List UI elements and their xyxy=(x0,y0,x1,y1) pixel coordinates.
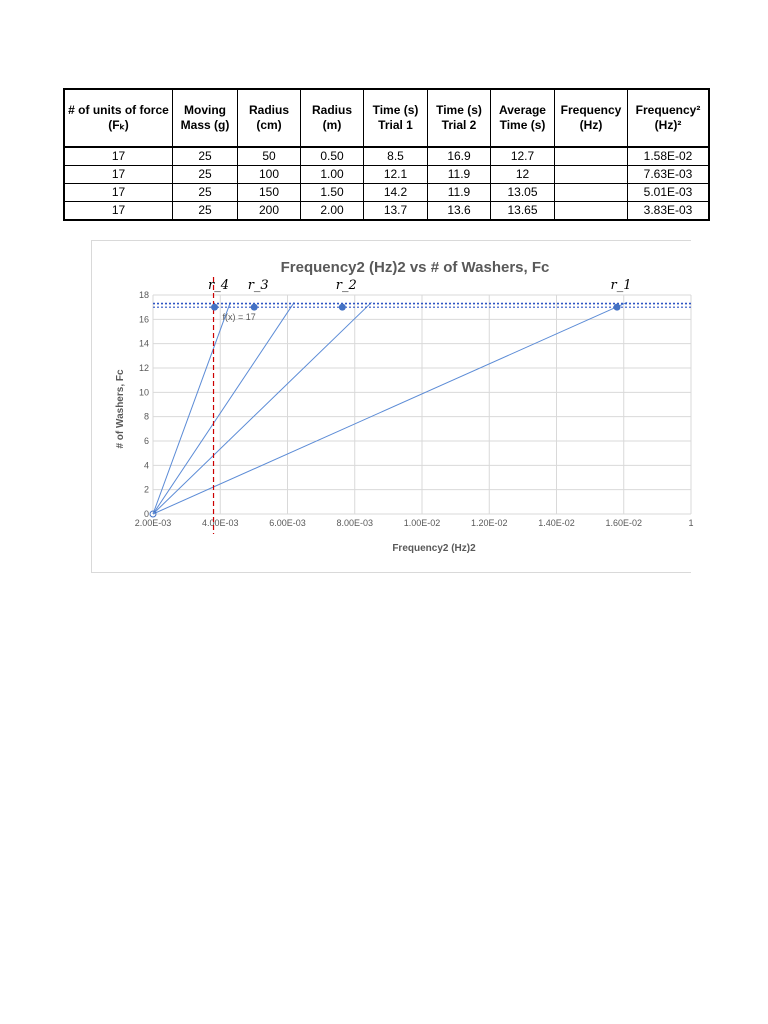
y-tick-label: 10 xyxy=(138,387,149,398)
table-header-cell: # of units of force (Fₖ) xyxy=(64,89,173,147)
table-header-cell: Frequency² (Hz)² xyxy=(628,89,710,147)
data-point xyxy=(614,304,621,311)
table-cell: 25 xyxy=(173,166,238,184)
table-cell: 25 xyxy=(173,147,238,166)
data-point xyxy=(251,304,258,311)
table-cell: 12.7 xyxy=(491,147,555,166)
table-cell: 1.50 xyxy=(301,184,364,202)
table-row xyxy=(64,166,709,184)
table-row xyxy=(64,202,709,221)
y-tick-label: 12 xyxy=(138,363,149,373)
table-header-row xyxy=(64,89,709,147)
point-label: r_2 xyxy=(335,278,357,294)
y-axis-title: # of Washers, Fc xyxy=(115,369,126,449)
table-cell: 12.1 xyxy=(364,166,428,184)
table-header-cell: Time (s) Trial 2 xyxy=(428,89,491,147)
x-tick-label: 1.40E-02 xyxy=(538,518,575,528)
table-cell: 1.00 xyxy=(301,166,364,184)
table-cell: 16.9 xyxy=(428,147,491,166)
table-cell xyxy=(555,184,628,202)
ray-line xyxy=(153,302,372,514)
table-cell: 25 xyxy=(173,184,238,202)
data-point xyxy=(339,304,346,311)
table-cell: 13.65 xyxy=(491,202,555,221)
y-tick-label: 6 xyxy=(143,436,149,446)
table-cell: 50 xyxy=(238,147,301,166)
fx-annotation: f(x) = 17 xyxy=(222,312,256,323)
table-row xyxy=(64,147,709,166)
table-header-cell: Time (s) Trial 1 xyxy=(364,89,428,147)
table-cell: 17 xyxy=(64,202,173,221)
point-label: r_4 xyxy=(208,278,230,294)
table-cell: 0.50 xyxy=(301,147,364,166)
table-cell: 200 xyxy=(238,202,301,221)
table-cell: 3.83E-03 xyxy=(628,202,710,221)
table-header-cell: Frequency (Hz) xyxy=(555,89,628,147)
table-cell: 11.9 xyxy=(428,184,491,202)
table-cell: 5.01E-03 xyxy=(628,184,710,202)
chart-area xyxy=(91,240,694,573)
x-tick-label: 2.00E-03 xyxy=(134,518,172,528)
x-tick-label: 1.60E-02 xyxy=(605,518,643,528)
table-cell: 13.05 xyxy=(491,184,555,202)
x-tick-label: 1 xyxy=(688,518,694,528)
y-tick-label: 16 xyxy=(138,314,149,325)
table-cell: 100 xyxy=(238,166,301,184)
y-tick-label: 14 xyxy=(138,338,149,349)
x-tick-label: 1.20E-02 xyxy=(470,518,508,528)
y-tick-label: 18 xyxy=(138,290,149,300)
table-cell: 13.7 xyxy=(364,202,428,221)
table-cell xyxy=(555,147,628,166)
ray-line xyxy=(153,302,230,514)
x-tick-label: 6.00E-03 xyxy=(269,518,306,528)
data-point xyxy=(211,304,218,311)
table-cell xyxy=(555,202,628,221)
table-cell: 7.63E-03 xyxy=(628,166,710,184)
y-tick-label: 4 xyxy=(143,460,149,471)
table-cell xyxy=(555,166,628,184)
x-tick-label: 1.00E-02 xyxy=(403,518,441,528)
y-tick-label: 8 xyxy=(143,411,149,422)
point-label: r_1 xyxy=(610,278,632,294)
table-header-cell: Radius (cm) xyxy=(238,89,301,147)
table-cell: 12 xyxy=(491,166,555,184)
x-axis-title: Frequency2 (Hz)2 xyxy=(392,543,476,554)
table-cell: 17 xyxy=(64,184,173,202)
table-header-cell: Average Time (s) xyxy=(491,89,555,147)
table-cell: 1.58E-02 xyxy=(628,147,710,166)
table-cell: 14.2 xyxy=(364,184,428,202)
table-header-cell: Moving Mass (g) xyxy=(173,89,238,147)
table-cell: 2.00 xyxy=(301,202,364,221)
table-cell: 17 xyxy=(64,147,173,166)
table-body xyxy=(64,147,709,220)
table-cell: 150 xyxy=(238,184,301,202)
table-cell: 25 xyxy=(173,202,238,221)
chart-title: Frequency2 (Hz)2 vs # of Washers, Fc xyxy=(280,259,550,276)
table-cell: 8.5 xyxy=(364,147,428,166)
table-row xyxy=(64,184,709,202)
data-table xyxy=(63,88,710,221)
point-label: r_3 xyxy=(247,278,269,294)
y-tick-label: 2 xyxy=(143,484,149,495)
x-tick-label: 8.00E-03 xyxy=(336,518,374,528)
table-cell: 11.9 xyxy=(428,166,491,184)
y-tick-label: 0 xyxy=(143,509,149,519)
table-cell: 17 xyxy=(64,166,173,184)
table-cell: 13.6 xyxy=(428,202,491,221)
table-header-cell: Radius (m) xyxy=(301,89,364,147)
x-tick-label: 4.00E-03 xyxy=(201,518,239,528)
scatter-chart xyxy=(92,241,694,572)
